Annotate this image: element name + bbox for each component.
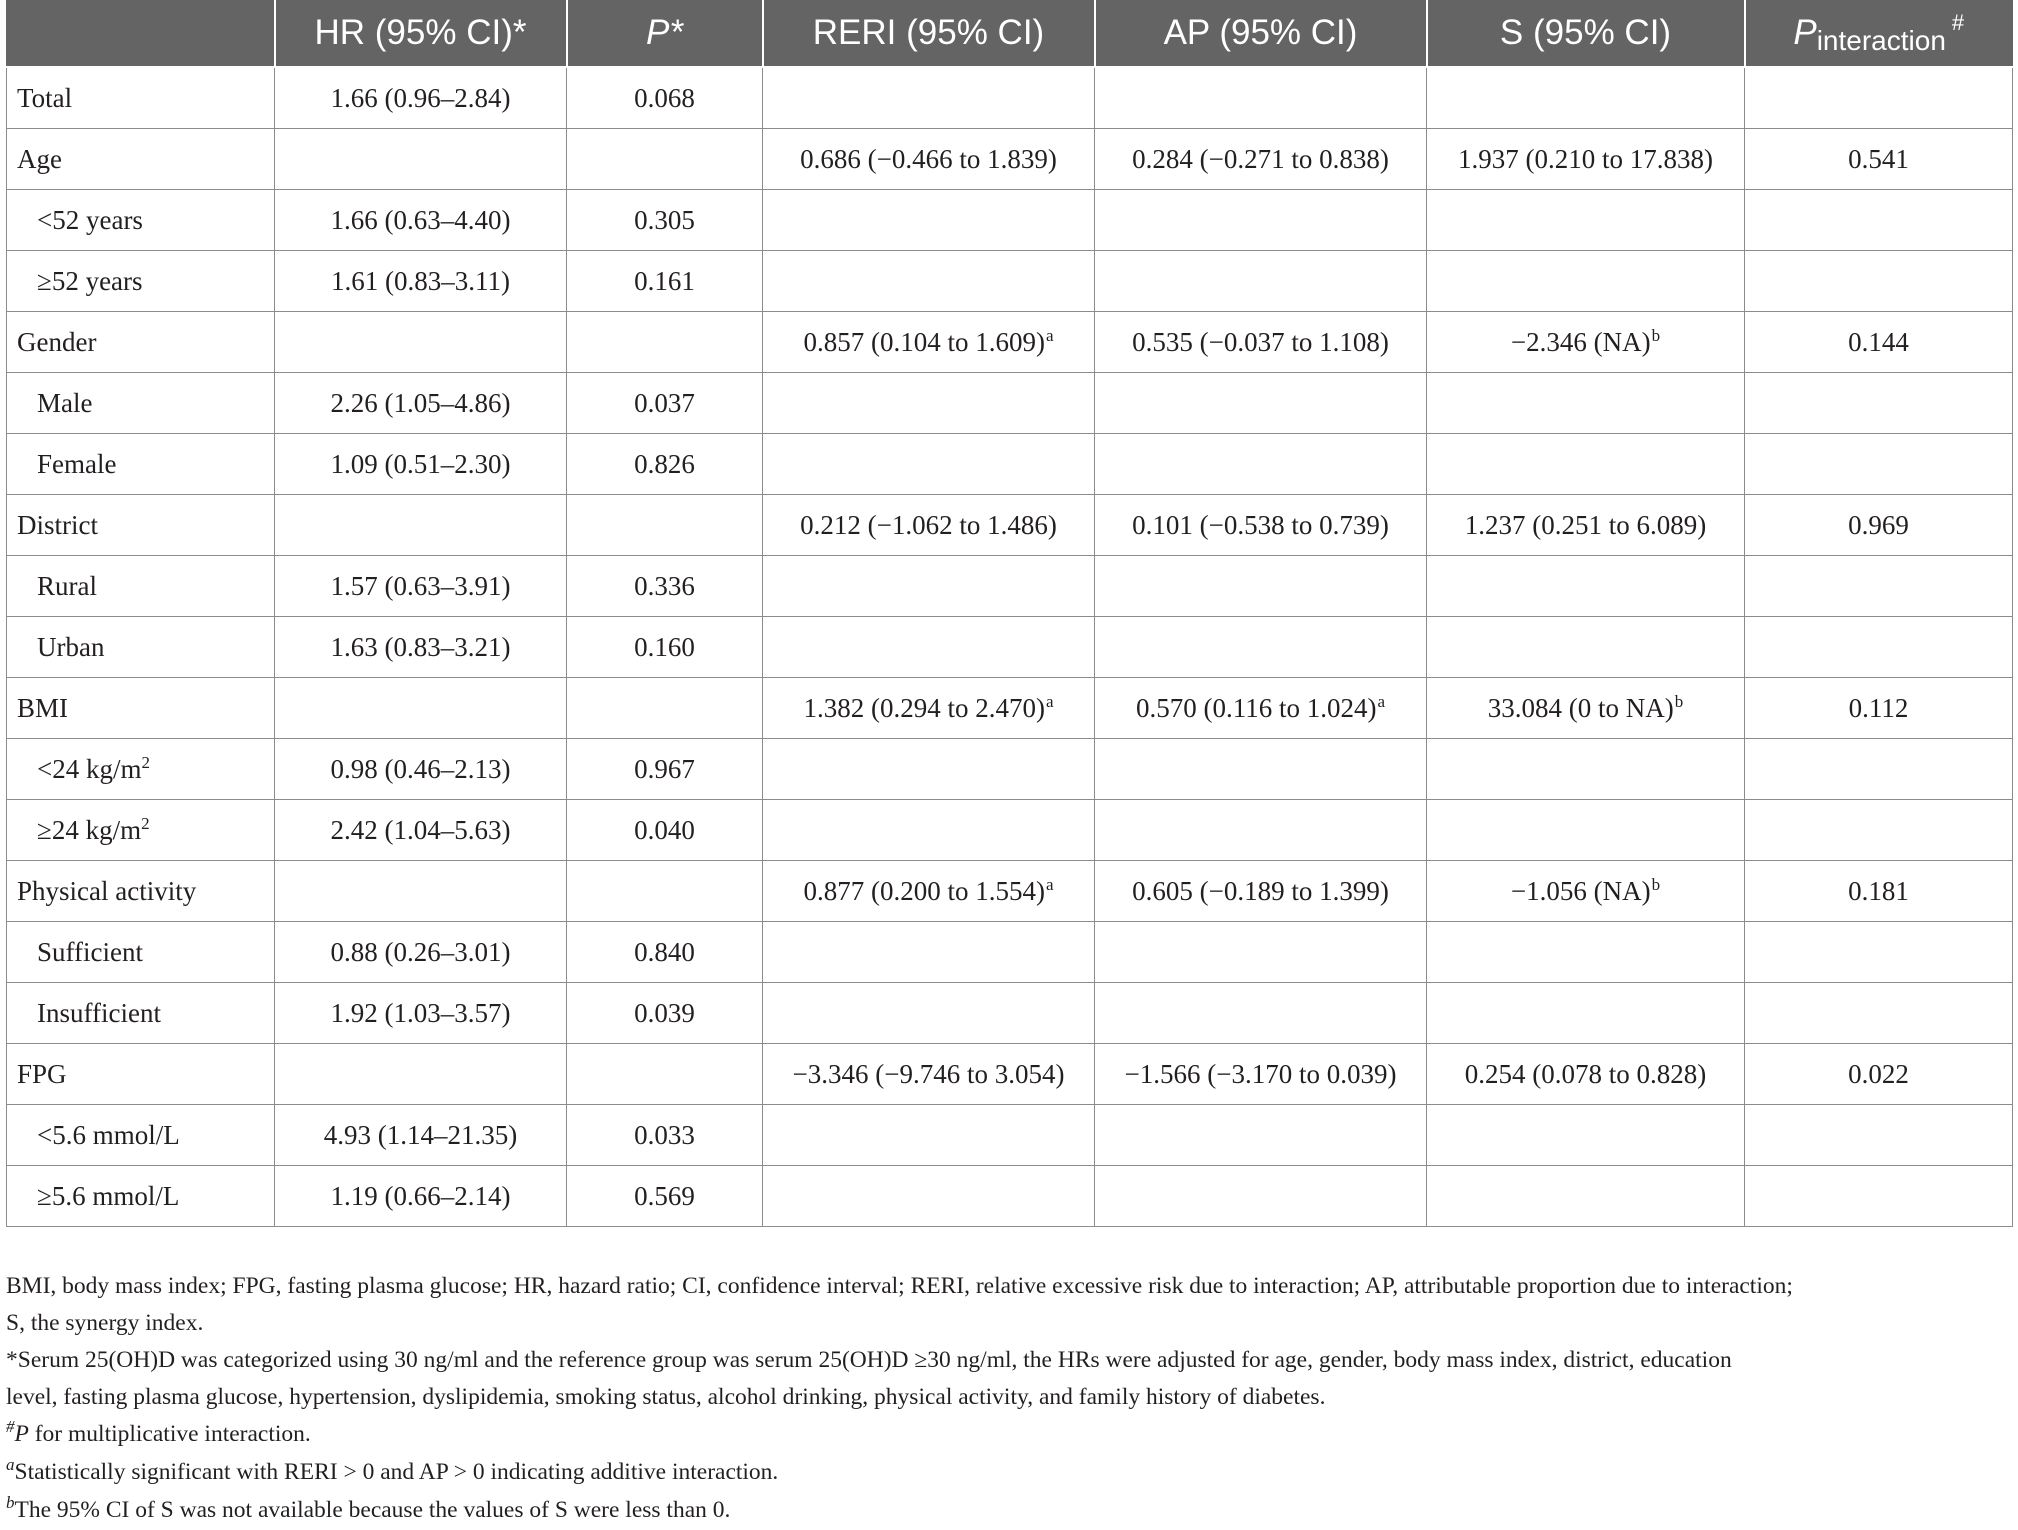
table-row (7, 312, 2013, 373)
cell-p-value: 0.967 (634, 753, 695, 784)
header-subgroup (7, 0, 275, 67)
header-hr: HR (95% CI)* (275, 0, 567, 67)
cell-hr-value: 4.93 (1.14–21.35) (323, 1119, 518, 1150)
cell-reri (763, 190, 1095, 251)
cell-ap-value: 0.535 (−0.037 to 1.108) (1132, 326, 1389, 357)
row-label (7, 556, 275, 617)
cell-s (1427, 495, 1745, 556)
cell-ap (1095, 983, 1427, 1044)
cell-reri-footnote-marker: a (1045, 874, 1054, 894)
cell-p (567, 556, 763, 617)
cell-p (567, 861, 763, 922)
cell-p-interaction-value: 0.969 (1848, 509, 1909, 540)
cell-reri (763, 678, 1095, 739)
cell-reri (763, 556, 1095, 617)
cell-hr (275, 251, 567, 312)
cell-hr (275, 373, 567, 434)
row-label (7, 373, 275, 434)
footnote-hash-text: for multiplicative interaction. (28, 1421, 311, 1447)
row-label (7, 922, 275, 983)
interaction-results-table (6, 0, 2013, 1227)
cell-p-value: 0.840 (634, 936, 695, 967)
row-label-superscript: 2 (141, 752, 150, 772)
row-label-text: Female (37, 448, 117, 479)
cell-reri (763, 800, 1095, 861)
cell-p-value: 0.039 (634, 997, 695, 1028)
cell-p-interaction-value: 0.144 (1848, 326, 1909, 357)
cell-p (567, 67, 763, 129)
table-header (7, 0, 2013, 67)
table-body (7, 67, 2013, 1227)
cell-p (567, 1044, 763, 1105)
cell-s (1427, 922, 1745, 983)
table-row (7, 1044, 2013, 1105)
cell-hr-value: 1.09 (0.51–2.30) (330, 448, 511, 479)
cell-hr (275, 800, 567, 861)
row-label-text: BMI (17, 692, 69, 723)
footnote-hash-marker: # (6, 1417, 15, 1436)
cell-p-value: 0.305 (634, 204, 695, 235)
row-label (7, 983, 275, 1044)
cell-hr-value: 2.42 (1.04–5.63) (330, 814, 511, 845)
cell-reri (763, 861, 1095, 922)
table-row (7, 190, 2013, 251)
header-p-interaction-sup: # (1951, 10, 1965, 35)
row-label-text: <52 years (37, 204, 143, 235)
footnote-a (6, 1454, 2012, 1492)
cell-reri (763, 434, 1095, 495)
header-ap: AP (95% CI) (1095, 0, 1427, 67)
cell-s-footnote-marker: b (1651, 874, 1661, 894)
cell-hr (275, 312, 567, 373)
cell-p-interaction (1745, 434, 2013, 495)
table-row (7, 556, 2013, 617)
cell-p (567, 251, 763, 312)
row-label-superscript: 2 (141, 813, 150, 833)
cell-hr (275, 556, 567, 617)
cell-s (1427, 1166, 1745, 1227)
cell-ap (1095, 129, 1427, 190)
cell-p-interaction (1745, 556, 2013, 617)
cell-p (567, 800, 763, 861)
row-label-text: Male (37, 387, 93, 418)
footnote-abbreviations-2: S, the synergy index. (6, 1310, 204, 1336)
cell-ap (1095, 251, 1427, 312)
row-label-text: Rural (37, 570, 97, 601)
cell-s (1427, 312, 1745, 373)
cell-p-interaction (1745, 983, 2013, 1044)
table-row (7, 373, 2013, 434)
cell-ap (1095, 556, 1427, 617)
cell-ap (1095, 1044, 1427, 1105)
header-row (7, 0, 2013, 67)
row-label (7, 251, 275, 312)
row-label-text: Insufficient (37, 997, 161, 1028)
cell-reri-value: 0.686 (−0.466 to 1.839) (800, 143, 1057, 174)
cell-p-value: 0.040 (634, 814, 695, 845)
row-label (7, 800, 275, 861)
cell-hr (275, 861, 567, 922)
cell-reri-footnote-marker: a (1045, 325, 1054, 345)
row-label-text: District (17, 509, 98, 540)
row-label (7, 434, 275, 495)
footnote-a-text: Statistically significant with RERI > 0 and AP > 0 indicating additive interaction. (14, 1459, 779, 1485)
cell-hr-value: 1.57 (0.63–3.91) (330, 570, 511, 601)
cell-reri (763, 312, 1095, 373)
row-label (7, 1044, 275, 1105)
cell-reri (763, 495, 1095, 556)
cell-s (1427, 983, 1745, 1044)
cell-p-value: 0.161 (634, 265, 695, 296)
footnote-abbreviations-1: BMI, body mass index; FPG, fasting plasma glucose; HR, hazard ratio; CI, confidence interval; RERI, relative excessive risk due to interaction; AP, attributable proportion due to interaction; (6, 1273, 1793, 1299)
cell-reri-value: 0.857 (0.104 to 1.609) (803, 326, 1045, 357)
cell-hr-value: 1.66 (0.96–2.84) (330, 82, 511, 113)
cell-s-value: −1.056 (NA) (1510, 875, 1651, 906)
cell-p (567, 434, 763, 495)
cell-reri-value: 0.877 (0.200 to 1.554) (803, 875, 1045, 906)
cell-p-interaction (1745, 800, 2013, 861)
row-label (7, 617, 275, 678)
row-label (7, 861, 275, 922)
cell-hr-value: 1.66 (0.63–4.40) (330, 204, 511, 235)
cell-hr-value: 1.61 (0.83–3.11) (331, 265, 510, 296)
cell-ap-value: 0.284 (−0.271 to 0.838) (1132, 143, 1389, 174)
cell-p-value: 0.826 (634, 448, 695, 479)
cell-ap (1095, 495, 1427, 556)
cell-hr (275, 129, 567, 190)
cell-s (1427, 373, 1745, 434)
table-row (7, 617, 2013, 678)
cell-p-interaction (1745, 67, 2013, 129)
cell-hr (275, 1166, 567, 1227)
cell-reri (763, 1044, 1095, 1105)
cell-hr (275, 190, 567, 251)
cell-p-value: 0.569 (634, 1180, 695, 1211)
table-row (7, 739, 2013, 800)
cell-hr (275, 739, 567, 800)
cell-ap (1095, 800, 1427, 861)
cell-ap (1095, 190, 1427, 251)
row-label (7, 739, 275, 800)
cell-reri (763, 129, 1095, 190)
cell-s (1427, 617, 1745, 678)
cell-p-interaction (1745, 861, 2013, 922)
cell-s (1427, 251, 1745, 312)
cell-ap (1095, 739, 1427, 800)
cell-ap (1095, 434, 1427, 495)
cell-hr-value: 0.88 (0.26–3.01) (330, 936, 511, 967)
cell-reri-value: 0.212 (−1.062 to 1.486) (800, 509, 1057, 540)
cell-s (1427, 556, 1745, 617)
cell-ap (1095, 312, 1427, 373)
cell-s (1427, 434, 1745, 495)
row-label (7, 678, 275, 739)
cell-ap (1095, 678, 1427, 739)
cell-p-interaction (1745, 190, 2013, 251)
table-row (7, 251, 2013, 312)
cell-p (567, 495, 763, 556)
cell-ap-footnote-marker: a (1377, 691, 1386, 711)
cell-hr-value: 2.26 (1.05–4.86) (330, 387, 511, 418)
header-reri: RERI (95% CI) (763, 0, 1095, 67)
footnote-a-marker: a (6, 1455, 15, 1474)
header-p-text: P* (646, 13, 683, 52)
cell-p (567, 373, 763, 434)
cell-hr-value: 0.98 (0.46–2.13) (330, 753, 511, 784)
row-label (7, 312, 275, 373)
row-label (7, 129, 275, 190)
cell-reri-value: −3.346 (−9.746 to 3.054) (792, 1058, 1065, 1089)
row-label (7, 1105, 275, 1166)
cell-p (567, 617, 763, 678)
row-label-text: Physical activity (17, 875, 197, 906)
cell-ap-value: −1.566 (−3.170 to 0.039) (1124, 1058, 1397, 1089)
cell-ap (1095, 861, 1427, 922)
cell-p-interaction-value: 0.022 (1848, 1058, 1909, 1089)
cell-p-interaction (1745, 739, 2013, 800)
table-row (7, 1166, 2013, 1227)
cell-ap (1095, 1166, 1427, 1227)
cell-hr (275, 922, 567, 983)
cell-p (567, 983, 763, 1044)
cell-reri (763, 922, 1095, 983)
row-label-text: Sufficient (37, 936, 143, 967)
cell-p-value: 0.336 (634, 570, 695, 601)
table-row (7, 983, 2013, 1044)
cell-hr-value: 1.19 (0.66–2.14) (330, 1180, 511, 1211)
cell-s-value: 1.237 (0.251 to 6.089) (1464, 509, 1707, 540)
header-s: S (95% CI) (1427, 0, 1745, 67)
cell-ap (1095, 373, 1427, 434)
cell-hr-value: 1.63 (0.83–3.21) (330, 631, 511, 662)
cell-s (1427, 190, 1745, 251)
cell-p-interaction (1745, 1166, 2013, 1227)
cell-s (1427, 129, 1745, 190)
cell-p-value: 0.160 (634, 631, 695, 662)
results-table-container (6, 0, 2012, 1227)
header-p (567, 0, 763, 67)
cell-p-interaction-value: 0.541 (1848, 143, 1909, 174)
row-label-text: Age (17, 143, 62, 174)
cell-p-interaction (1745, 251, 2013, 312)
cell-p (567, 1166, 763, 1227)
cell-ap-value: 0.101 (−0.538 to 0.739) (1132, 509, 1389, 540)
cell-s-footnote-marker: b (1651, 325, 1661, 345)
cell-p (567, 190, 763, 251)
cell-ap (1095, 922, 1427, 983)
cell-p (567, 312, 763, 373)
row-label (7, 1166, 275, 1227)
header-p-interaction-sub: interaction (1816, 25, 1946, 56)
row-label (7, 67, 275, 129)
header-p-interaction (1745, 0, 2013, 67)
cell-reri (763, 617, 1095, 678)
cell-p (567, 129, 763, 190)
cell-p (567, 739, 763, 800)
cell-p-interaction (1745, 1105, 2013, 1166)
cell-p (567, 1105, 763, 1166)
cell-reri-footnote-marker: a (1045, 691, 1054, 711)
cell-ap (1095, 617, 1427, 678)
cell-p-interaction (1745, 1044, 2013, 1105)
cell-s (1427, 1105, 1745, 1166)
table-row (7, 67, 2013, 129)
cell-p-interaction (1745, 373, 2013, 434)
cell-ap (1095, 1105, 1427, 1166)
table-footnotes (6, 1268, 2012, 1530)
cell-hr (275, 495, 567, 556)
row-label-text: ≥24 kg/m (37, 814, 142, 845)
cell-reri (763, 739, 1095, 800)
cell-p-interaction-value: 0.112 (1848, 692, 1909, 723)
row-label-text: Total (17, 82, 73, 113)
cell-ap-value: 0.570 (0.116 to 1.024) (1135, 692, 1377, 723)
cell-p-interaction-value: 0.181 (1848, 875, 1909, 906)
cell-s-value: −2.346 (NA) (1510, 326, 1651, 357)
cell-hr (275, 434, 567, 495)
cell-s-value: 33.084 (0 to NA) (1487, 692, 1674, 723)
cell-s-footnote-marker: b (1674, 691, 1684, 711)
cell-s (1427, 678, 1745, 739)
cell-p-value: 0.033 (634, 1119, 695, 1150)
footnote-b (6, 1492, 2012, 1530)
table-row (7, 434, 2013, 495)
row-label (7, 495, 275, 556)
row-label-text: Gender (17, 326, 97, 357)
cell-p-interaction (1745, 312, 2013, 373)
table-row (7, 800, 2013, 861)
cell-reri (763, 1105, 1095, 1166)
table-row (7, 495, 2013, 556)
footnote-b-marker: b (6, 1493, 15, 1512)
table-row (7, 922, 2013, 983)
row-label-text: FPG (17, 1058, 67, 1089)
footnote-hash-p: P (14, 1421, 29, 1447)
cell-hr (275, 1105, 567, 1166)
row-label-text: <5.6 mmol/L (37, 1119, 180, 1150)
cell-hr (275, 617, 567, 678)
header-p-interaction-main: P (1793, 13, 1817, 52)
cell-s (1427, 739, 1745, 800)
cell-reri (763, 1166, 1095, 1227)
cell-s (1427, 861, 1745, 922)
row-label-text: <24 kg/m (37, 753, 142, 784)
cell-p-value: 0.037 (634, 387, 695, 418)
cell-hr (275, 678, 567, 739)
cell-ap (1095, 67, 1427, 129)
cell-p-interaction (1745, 495, 2013, 556)
cell-s-value: 0.254 (0.078 to 0.828) (1464, 1058, 1707, 1089)
cell-p-interaction (1745, 678, 2013, 739)
row-label-text: ≥52 years (37, 265, 143, 296)
cell-reri (763, 983, 1095, 1044)
cell-s (1427, 1044, 1745, 1105)
cell-ap-value: 0.605 (−0.189 to 1.399) (1132, 875, 1389, 906)
footnote-star-2: level, fasting plasma glucose, hypertension, dyslipidemia, smoking status, alcohol drinking, physical activity, and family history of diabetes. (6, 1384, 1326, 1410)
cell-p (567, 678, 763, 739)
footnote-star-1: *Serum 25(OH)D was categorized using 30 ng/ml and the reference group was serum 25(OH)D ≥30 ng/ml, the HRs were adjusted for age, gender, body mass index, district, education (6, 1347, 1732, 1373)
cell-hr (275, 1044, 567, 1105)
row-label (7, 190, 275, 251)
cell-hr (275, 67, 567, 129)
cell-hr (275, 983, 567, 1044)
table-row (7, 1105, 2013, 1166)
cell-s-value: 1.937 (0.210 to 17.838) (1458, 143, 1713, 174)
cell-reri (763, 251, 1095, 312)
cell-hr-value: 1.92 (1.03–3.57) (330, 997, 511, 1028)
table-row (7, 861, 2013, 922)
row-label-text: Urban (37, 631, 105, 662)
table-row (7, 678, 2013, 739)
cell-reri (763, 373, 1095, 434)
cell-reri (763, 67, 1095, 129)
cell-s (1427, 800, 1745, 861)
cell-p-interaction (1745, 922, 2013, 983)
row-label-text: ≥5.6 mmol/L (37, 1180, 180, 1211)
cell-s (1427, 67, 1745, 129)
cell-reri-value: 1.382 (0.294 to 2.470) (803, 692, 1045, 723)
cell-p (567, 922, 763, 983)
cell-p-interaction (1745, 617, 2013, 678)
table-row (7, 129, 2013, 190)
footnote-b-text: The 95% CI of S was not available because the values of S were less than 0. (14, 1497, 731, 1523)
cell-p-value: 0.068 (634, 82, 695, 113)
footnote-hash (6, 1416, 2012, 1454)
cell-p-interaction (1745, 129, 2013, 190)
